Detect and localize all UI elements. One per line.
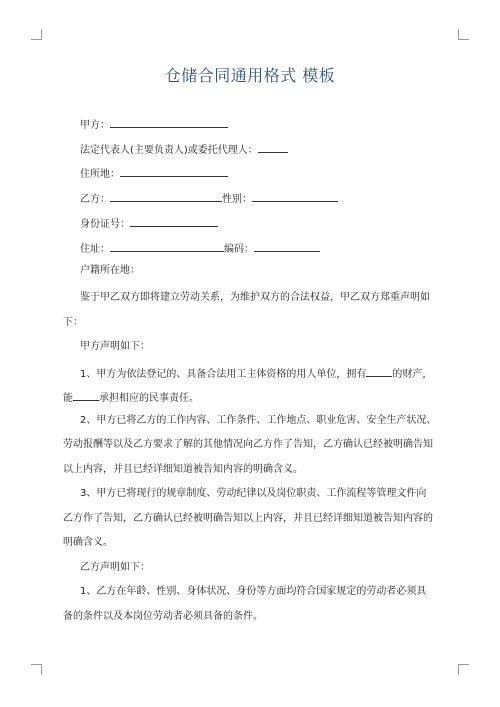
blank-line <box>254 240 320 252</box>
body-line: 下： <box>63 316 83 328</box>
field-label: 户籍所在地： <box>80 265 140 276</box>
field-label: 甲方： <box>80 120 110 131</box>
blank-line <box>130 215 218 227</box>
body-line: 鉴于甲乙双方即将建立劳动关系，为维护双方的合法权益，甲乙双方郑重声明如 <box>80 292 430 303</box>
clause-text: 能 <box>63 393 73 404</box>
clause-text: 的财产， <box>392 368 433 380</box>
blank-line <box>120 165 228 177</box>
field-label: 编码： <box>224 244 254 255</box>
body-line <box>63 389 433 403</box>
field-id-number <box>80 215 218 232</box>
document-title: 仓储合同通用格式 模板 <box>164 66 336 85</box>
field-party-b <box>80 190 338 207</box>
field-label: 住所地： <box>80 169 120 180</box>
blank-line <box>110 116 228 128</box>
field-address <box>80 240 320 257</box>
document-body <box>63 291 437 634</box>
blank-line <box>258 141 288 153</box>
blank-line <box>366 365 392 377</box>
body-line: 1、乙方在年龄、性别、身体状况、身份等方面均符合国家规定的劳动者必须具 <box>80 586 427 597</box>
corner-mark-top-right <box>458 29 469 40</box>
party-b-heading: 乙方声明如下： <box>80 561 150 573</box>
field-hukou <box>80 264 140 278</box>
party-a-heading: 甲方声明如下： <box>80 341 150 352</box>
body-line: 乙方作了告知，乙方确认已经被明确告知以上内容，并且已经详细知道被告知内容的 <box>63 512 433 524</box>
field-label: 法定代表人(主要负责人)或委托代理人： <box>80 145 258 156</box>
blank-line <box>73 389 99 401</box>
blank-line <box>252 190 338 202</box>
field-residence <box>80 165 228 182</box>
blank-line <box>110 240 224 252</box>
corner-mark-bottom-right <box>458 664 469 675</box>
corner-mark-top-left <box>31 29 42 40</box>
body-line: 3、甲方已将现行的规章制度、劳动纪律以及岗位职责、工作流程等管理文件向 <box>80 488 427 499</box>
field-label: 乙方： <box>80 194 110 205</box>
field-label: 身份证号： <box>80 219 130 230</box>
field-label: 住址： <box>80 244 110 255</box>
corner-mark-bottom-left <box>31 664 42 675</box>
body-line <box>63 365 433 379</box>
field-label: 性别： <box>222 194 252 205</box>
body-line: 2、甲方已将乙方的工作内容、工作条件、工作地点、职业危害、安全生产状况、 <box>80 414 437 426</box>
blank-line <box>110 190 222 202</box>
body-line: 以上内容，并且已经详细知道被告知内容的明确含义。 <box>63 463 303 475</box>
body-line: 明确含义。 <box>63 537 113 548</box>
field-legal-rep <box>80 141 288 158</box>
body-line: 备的条件以及本岗位劳动者必须具备的条件。 <box>63 610 263 622</box>
field-party-a <box>80 116 228 133</box>
clause-text: 承担相应的民事责任。 <box>99 393 199 404</box>
body-line: 劳动报酬等以及乙方要求了解的其他情况向乙方作了告知，乙方确认已经被明确告知 <box>63 439 433 450</box>
clause-text: 1、甲方为依法登记的、具备合法用工主体资格的用人单位，拥有 <box>80 368 367 380</box>
